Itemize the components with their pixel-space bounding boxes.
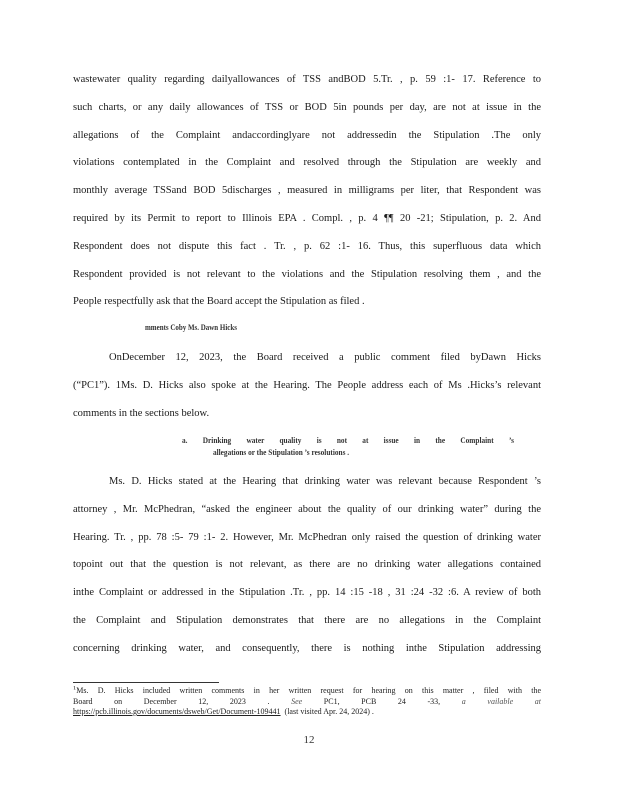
- paragraph-line: Ms. D. Hicks stated at the Hearing that drinking water was relevant because Respondent ’s: [109, 476, 541, 487]
- footnote-link[interactable]: https://pcb.illinois.gov/documents/dsweb/Get/Document-109441: [73, 707, 281, 716]
- paragraph-line: Hearing. Tr. , pp. 78 :5- 79 :1- 2. However, Mr. McPhedran only raised the question of drinking water: [73, 531, 541, 543]
- footnote-signal: See: [291, 696, 303, 706]
- paragraph-line: (“PC1”). 1Ms. D. Hicks also spoke at the Hearing. The People address each of Ms .Hicks’s relevant: [73, 379, 541, 391]
- paragraph-line: such charts, or any daily allowances of TSS or BOD 5in pounds per day, are not at issue in the: [73, 101, 541, 113]
- paragraph-line: Respondent does not dispute this fact . Tr. , p. 62 :1- 16. Thus, this superfluous data which: [73, 240, 541, 252]
- footnote-text: (last visited Apr. 24, 2024) .: [284, 707, 374, 716]
- paragraph-line: attorney , Mr. McPhedran, “asked the engineer about the quality of our drinking water” during the: [73, 503, 541, 515]
- footnote-line: [73, 697, 541, 708]
- subsection-heading-line: a. Drinking water quality is not at issue in the Complaint ’s: [182, 435, 514, 445]
- footnote-line: [73, 686, 541, 697]
- paragraph-line: inthe Complaint or addressed in the Stipulation .Tr. , pp. 14 :15 -18 , 31 :24 -32 :6. A review of both: [73, 587, 541, 599]
- paragraph-line: violations contemplated in the Complaint and resolved through the Stipulation are weekly and: [73, 157, 541, 169]
- subsection-heading-line: allegations or the Stipulation ’s resolutions .: [212, 447, 350, 457]
- footnote: [73, 686, 541, 718]
- paragraph-line: Respondent provided is not relevant to the violations and the Stipulation resolving them , and the: [73, 268, 541, 280]
- paragraph-line: allegations of the Complaint andaccordinglyare not addressedin the Stipulation .The only: [73, 129, 541, 141]
- footnote-signal: a vailable at: [461, 696, 541, 706]
- paragraph-line: wastewater quality regarding dailyallowances of TSS andBOD 5.Tr. , p. 59 :1- 17. Reference to: [73, 74, 541, 85]
- subsection-heading: [182, 434, 514, 458]
- paragraph-line: OnDecember 12, 2023, the Board received a public comment filed byDawn Hicks: [109, 352, 541, 363]
- paragraph-3: [73, 468, 541, 663]
- footnote-text: Ms. D. Hicks included written comments in her written request for hearing on this matter , filed with the: [76, 686, 541, 695]
- footnote-divider: [73, 682, 219, 683]
- paragraph-line: People respectfully ask that the Board accept the Stipulation as filed .: [73, 296, 365, 308]
- paragraph-line: the Complaint and Stipulation demonstrates that there are no allegations in the Complaint: [73, 614, 541, 626]
- paragraph-line: comments in the sections below.: [73, 407, 210, 419]
- paragraph-1: [73, 66, 541, 316]
- paragraph-line: concerning drinking water, and consequently, there is nothing inthe Stipulation addressing: [73, 642, 541, 654]
- footnote-text: Board on December 12, 2023 .: [73, 696, 270, 706]
- footnote-text: PC1, PCB 24 -33,: [323, 696, 441, 706]
- page-number: 12: [303, 734, 315, 746]
- paragraph-line: required by its Permit to report to Illinois EPA . Compl. , p. 4 ¶¶ 20 -21; Stipulation, p. 2. And: [73, 212, 541, 224]
- footnote-line: [73, 707, 541, 718]
- section-heading: mments Coby Ms. Dawn Hicks: [145, 322, 237, 332]
- footnote-marker: 1: [73, 686, 77, 692]
- paragraph-line: topoint out that the question is not relevant, as there are no drinking water allegations contained: [73, 559, 541, 571]
- paragraph-line: monthly average TSSand BOD 5discharges , measured in milligrams per liter, that Respondent was: [73, 185, 541, 197]
- paragraph-2: [73, 344, 541, 427]
